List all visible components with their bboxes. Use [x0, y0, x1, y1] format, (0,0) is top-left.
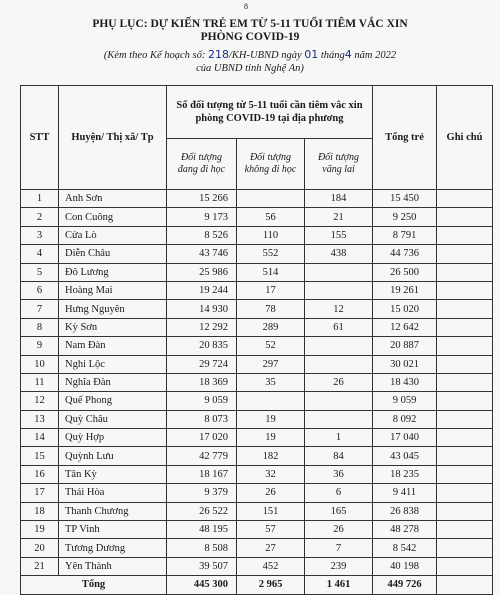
row-in-school: 25 986	[167, 263, 237, 281]
table-row	[21, 539, 493, 557]
row-stt: 2	[21, 208, 59, 226]
row-transient: 36	[305, 465, 373, 483]
row-total: 19 261	[373, 281, 437, 299]
row-in-school: 12 292	[167, 318, 237, 336]
row-in-school: 9 173	[167, 208, 237, 226]
row-district: Quỳ Châu	[59, 410, 167, 428]
table-row	[21, 208, 493, 226]
row-in-school: 29 724	[167, 355, 237, 373]
row-transient	[305, 392, 373, 410]
row-note	[437, 355, 493, 373]
row-out-of-school: 52	[237, 337, 305, 355]
row-out-of-school: 151	[237, 502, 305, 520]
row-total: 12 642	[373, 318, 437, 336]
row-total: 18 430	[373, 373, 437, 391]
row-stt: 8	[21, 318, 59, 336]
row-note	[437, 190, 493, 208]
row-transient	[305, 337, 373, 355]
row-note	[437, 300, 493, 318]
total-in-school: 445 300	[167, 576, 237, 594]
row-district: Nam Đàn	[59, 337, 167, 355]
row-note	[437, 502, 493, 520]
row-in-school: 42 779	[167, 447, 237, 465]
row-in-school: 9 059	[167, 392, 237, 410]
table-row	[21, 355, 493, 373]
row-in-school: 48 195	[167, 521, 237, 539]
row-transient: 61	[305, 318, 373, 336]
table-row	[21, 245, 493, 263]
row-total: 30 021	[373, 355, 437, 373]
row-total: 17 040	[373, 429, 437, 447]
row-note	[437, 465, 493, 483]
row-district: Con Cuông	[59, 208, 167, 226]
table-row	[21, 281, 493, 299]
row-note	[437, 208, 493, 226]
row-total: 9 411	[373, 484, 437, 502]
row-stt: 1	[21, 190, 59, 208]
row-transient	[305, 263, 373, 281]
header-out-of-school: Đối tượng không đi học	[237, 139, 305, 190]
row-stt: 13	[21, 410, 59, 428]
row-stt: 10	[21, 355, 59, 373]
row-in-school: 8 508	[167, 539, 237, 557]
row-in-school: 8 073	[167, 410, 237, 428]
row-total: 9 059	[373, 392, 437, 410]
header-stt: STT	[21, 86, 59, 190]
row-note	[437, 373, 493, 391]
row-district: Anh Sơn	[59, 190, 167, 208]
title-line-1: PHỤ LỤC: DỰ KIẾN TRẺ EM TỪ 5-11 TUỔI TIÊM VẮC XIN	[92, 18, 408, 30]
row-district: Nghĩa Đàn	[59, 373, 167, 391]
row-district: Tương Dương	[59, 539, 167, 557]
row-district: Nghi Lộc	[59, 355, 167, 373]
row-district: Thanh Chương	[59, 502, 167, 520]
header-row	[21, 86, 493, 139]
day-handwritten: 01	[304, 48, 319, 61]
row-total: 9 250	[373, 208, 437, 226]
row-stt: 17	[21, 484, 59, 502]
row-total: 44 736	[373, 245, 437, 263]
row-stt: 3	[21, 226, 59, 244]
row-transient: 155	[305, 226, 373, 244]
row-transient	[305, 410, 373, 428]
row-in-school: 9 379	[167, 484, 237, 502]
plan-number-handwritten: 218	[207, 48, 229, 61]
table-row	[21, 392, 493, 410]
subtitle-part-1: (Kèm theo Kế hoạch số:	[103, 50, 206, 61]
row-out-of-school: 27	[237, 539, 305, 557]
row-transient: 21	[305, 208, 373, 226]
subtitle-part-2: /KH-UBND ngày	[228, 50, 302, 61]
row-district: Đô Lương	[59, 263, 167, 281]
row-transient: 239	[305, 557, 373, 575]
row-note	[437, 557, 493, 575]
row-transient	[305, 281, 373, 299]
row-district: Hoàng Mai	[59, 281, 167, 299]
row-in-school: 39 507	[167, 557, 237, 575]
row-note	[437, 392, 493, 410]
row-transient: 438	[305, 245, 373, 263]
row-stt: 19	[21, 521, 59, 539]
row-in-school: 14 930	[167, 300, 237, 318]
row-total: 18 235	[373, 465, 437, 483]
row-district: Hưng Nguyên	[59, 300, 167, 318]
row-total: 15 020	[373, 300, 437, 318]
row-district: Yên Thành	[59, 557, 167, 575]
row-transient: 6	[305, 484, 373, 502]
title-line-2: PHÒNG COVID-19	[200, 31, 300, 43]
row-out-of-school: 26	[237, 484, 305, 502]
subtitle-part-3: tháng	[320, 50, 345, 61]
row-note	[437, 318, 493, 336]
subtitle-line-2: của UBND tỉnh Nghệ An)	[196, 63, 304, 74]
row-stt: 4	[21, 245, 59, 263]
row-out-of-school: 452	[237, 557, 305, 575]
row-district: Tân Kỳ	[59, 465, 167, 483]
row-in-school: 19 244	[167, 281, 237, 299]
document-subtitle	[0, 48, 500, 75]
row-total: 8 542	[373, 539, 437, 557]
row-note	[437, 281, 493, 299]
header-group: Số đối tượng từ 5-11 tuổi cần tiêm vắc xin phòng COVID-19 tại địa phương	[167, 86, 373, 139]
row-stt: 15	[21, 447, 59, 465]
page-number: 8	[244, 2, 248, 11]
row-stt: 21	[21, 557, 59, 575]
row-total: 8 791	[373, 226, 437, 244]
row-in-school: 26 522	[167, 502, 237, 520]
table-row	[21, 190, 493, 208]
document-title	[0, 18, 500, 44]
total-row	[21, 576, 493, 594]
table-row	[21, 465, 493, 483]
row-stt: 5	[21, 263, 59, 281]
total-transient: 1 461	[305, 576, 373, 594]
row-out-of-school	[237, 190, 305, 208]
row-stt: 18	[21, 502, 59, 520]
row-transient: 165	[305, 502, 373, 520]
row-total: 26 500	[373, 263, 437, 281]
row-out-of-school: 19	[237, 410, 305, 428]
table-row	[21, 226, 493, 244]
row-total: 43 045	[373, 447, 437, 465]
row-transient: 26	[305, 373, 373, 391]
row-out-of-school: 57	[237, 521, 305, 539]
table-row	[21, 502, 493, 520]
table-row	[21, 447, 493, 465]
row-in-school: 8 526	[167, 226, 237, 244]
row-transient	[305, 355, 373, 373]
row-district: Diễn Châu	[59, 245, 167, 263]
row-stt: 9	[21, 337, 59, 355]
row-in-school: 18 167	[167, 465, 237, 483]
row-stt: 16	[21, 465, 59, 483]
row-district: Cửa Lò	[59, 226, 167, 244]
table-row	[21, 337, 493, 355]
row-in-school: 17 020	[167, 429, 237, 447]
row-total: 40 198	[373, 557, 437, 575]
row-district: Quỳ Hợp	[59, 429, 167, 447]
subtitle-part-4: năm 2022	[354, 50, 397, 61]
total-children: 449 726	[373, 576, 437, 594]
row-out-of-school: 78	[237, 300, 305, 318]
row-total: 48 278	[373, 521, 437, 539]
row-in-school: 43 746	[167, 245, 237, 263]
table-row	[21, 521, 493, 539]
vaccination-table	[20, 85, 493, 595]
row-stt: 7	[21, 300, 59, 318]
row-district: Thái Hòa	[59, 484, 167, 502]
row-out-of-school: 289	[237, 318, 305, 336]
table-body	[21, 190, 493, 576]
table-row	[21, 373, 493, 391]
row-transient: 184	[305, 190, 373, 208]
row-out-of-school: 297	[237, 355, 305, 373]
table-row	[21, 300, 493, 318]
row-note	[437, 484, 493, 502]
row-district: Quỳnh Lưu	[59, 447, 167, 465]
row-note	[437, 410, 493, 428]
row-note	[437, 263, 493, 281]
row-district: Kỳ Sơn	[59, 318, 167, 336]
row-transient: 12	[305, 300, 373, 318]
row-out-of-school: 110	[237, 226, 305, 244]
month-handwritten: 4	[344, 48, 352, 61]
header-in-school: Đối tượng đang đi học	[167, 139, 237, 190]
row-stt: 14	[21, 429, 59, 447]
row-note	[437, 245, 493, 263]
table-row	[21, 429, 493, 447]
row-note	[437, 539, 493, 557]
row-note	[437, 521, 493, 539]
row-district: Quế Phong	[59, 392, 167, 410]
row-total: 15 450	[373, 190, 437, 208]
row-out-of-school: 17	[237, 281, 305, 299]
row-stt: 11	[21, 373, 59, 391]
row-stt: 6	[21, 281, 59, 299]
row-note	[437, 226, 493, 244]
row-out-of-school: 56	[237, 208, 305, 226]
row-total: 20 887	[373, 337, 437, 355]
row-note	[437, 429, 493, 447]
total-label: Tổng	[21, 576, 167, 594]
row-out-of-school: 552	[237, 245, 305, 263]
subtitle-line-1	[0, 48, 500, 62]
row-transient: 7	[305, 539, 373, 557]
row-out-of-school: 32	[237, 465, 305, 483]
row-out-of-school	[237, 392, 305, 410]
header-total: Tổng trẻ	[373, 86, 437, 190]
row-total: 26 838	[373, 502, 437, 520]
table-row	[21, 410, 493, 428]
row-total: 8 092	[373, 410, 437, 428]
row-stt: 20	[21, 539, 59, 557]
header-note: Ghi chú	[437, 86, 493, 190]
row-stt: 12	[21, 392, 59, 410]
row-transient: 1	[305, 429, 373, 447]
total-out-of-school: 2 965	[237, 576, 305, 594]
row-transient: 26	[305, 521, 373, 539]
row-out-of-school: 35	[237, 373, 305, 391]
row-district: TP Vinh	[59, 521, 167, 539]
row-note	[437, 337, 493, 355]
row-note	[437, 447, 493, 465]
table-row	[21, 557, 493, 575]
row-out-of-school: 182	[237, 447, 305, 465]
row-transient: 84	[305, 447, 373, 465]
row-in-school: 20 835	[167, 337, 237, 355]
header-district: Huyện/ Thị xã/ Tp	[59, 86, 167, 190]
row-in-school: 15 266	[167, 190, 237, 208]
header-transient: Đối tượng vãng lai	[305, 139, 373, 190]
row-out-of-school: 514	[237, 263, 305, 281]
table-row	[21, 484, 493, 502]
table-row	[21, 318, 493, 336]
total-note	[437, 576, 493, 594]
row-out-of-school: 19	[237, 429, 305, 447]
table-row	[21, 263, 493, 281]
row-in-school: 18 369	[167, 373, 237, 391]
